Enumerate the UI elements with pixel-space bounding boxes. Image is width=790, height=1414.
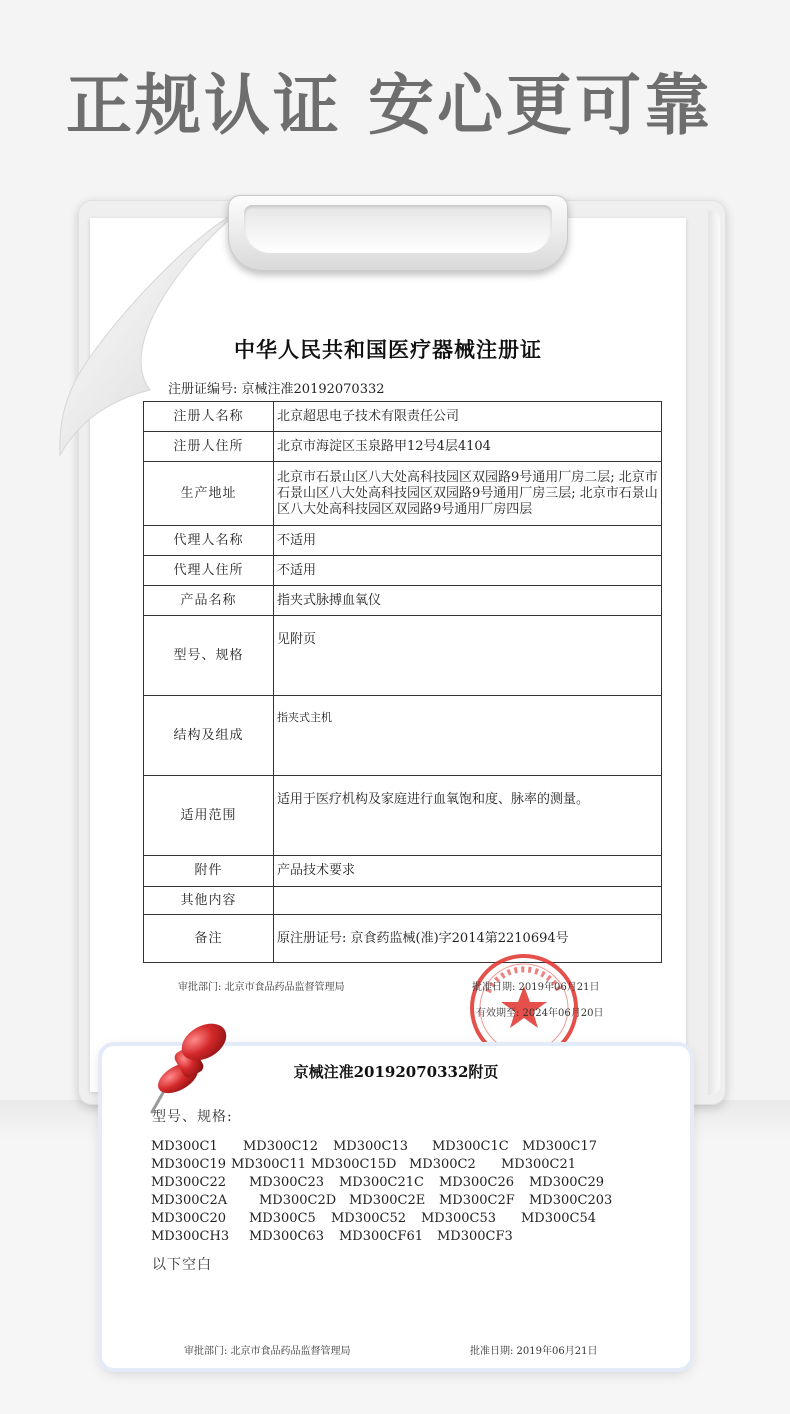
model-item: MD300C2E [349, 1193, 426, 1208]
registration-value: 京械注准20192070332 [241, 382, 385, 397]
model-item: MD300C19 [151, 1157, 227, 1172]
row-label: 其他内容 [144, 887, 274, 915]
model-item: MD300C15D [311, 1157, 397, 1172]
row-label: 注册人住所 [144, 432, 274, 462]
model-item: MD300C1 [151, 1139, 218, 1154]
model-item: MD300C13 [333, 1139, 409, 1154]
model-item: MD300C53 [421, 1211, 497, 1226]
model-row [151, 1174, 612, 1192]
pushpin-icon [138, 1020, 234, 1120]
row-value: 北京超思电子技术有限责任公司 [274, 402, 662, 432]
model-item: MD300C11 [231, 1157, 307, 1172]
row-label: 适用范围 [144, 776, 274, 856]
certificate-title: 中华人民共和国医疗器械注册证 [234, 338, 542, 362]
table-row [144, 887, 662, 915]
model-item: MD300C21 [501, 1157, 577, 1172]
table-row [144, 402, 662, 432]
row-value: 北京市海淀区玉泉路甲12号4层4104 [274, 432, 662, 462]
model-item: MD300C20 [151, 1211, 227, 1226]
row-label: 备注 [144, 915, 274, 963]
model-row [151, 1138, 612, 1156]
registration-label: 注册证编号: [168, 382, 238, 397]
model-row [151, 1228, 612, 1246]
annex-title: 京械注准20192070332附页 [293, 1063, 499, 1081]
model-item: MD300C203 [529, 1193, 613, 1208]
model-item: MD300C22 [151, 1175, 227, 1190]
table-row [144, 616, 662, 696]
row-value: 不适用 [274, 526, 662, 556]
model-item: MD300C12 [243, 1139, 319, 1154]
model-item: MD300CH3 [151, 1229, 230, 1244]
model-item: MD300C54 [521, 1211, 597, 1226]
model-list [151, 1138, 612, 1246]
table-row [144, 556, 662, 586]
blank-below-note: 以下空白 [152, 1257, 212, 1273]
model-item: MD300C52 [331, 1211, 407, 1226]
row-value: 见附页 [274, 616, 662, 696]
model-item: MD300C29 [529, 1175, 605, 1190]
row-label: 附件 [144, 856, 274, 887]
model-item: MD300C21C [339, 1175, 424, 1190]
annex-approval-date: 批准日期: 2019年06月21日 [470, 1346, 598, 1357]
model-item: MD300C2A [151, 1193, 228, 1208]
row-label: 结构及组成 [144, 696, 274, 776]
row-value: 适用于医疗机构及家庭进行血氧饱和度、脉率的测量。 [274, 776, 662, 856]
approval-date: 批准日期: 2019年06月21日 [472, 982, 600, 993]
row-value [274, 887, 662, 915]
row-value: 原注册证号: 京食药监械(准)字2014第2210694号 [274, 915, 662, 963]
model-item: MD300C2F [439, 1193, 515, 1208]
row-value: 北京市石景山区八大处高科技园区双园路9号通用厂房二层; 北京市石景山区八大处高科技园区双园路9号通用厂房三层; 北京市石景山区八大处高科技园区双园路9号通用厂房四层 [274, 462, 662, 526]
table-row [144, 586, 662, 616]
clip-inner [244, 205, 552, 253]
row-value: 指夹式脉搏血氧仪 [274, 586, 662, 616]
model-item: MD300C17 [522, 1139, 598, 1154]
row-value: 指夹式主机 [274, 696, 662, 776]
model-item: MD300C63 [249, 1229, 325, 1244]
model-item: MD300C1C [432, 1139, 509, 1154]
model-row [151, 1156, 612, 1174]
row-value: 产品技术要求 [274, 856, 662, 887]
row-value: 不适用 [274, 556, 662, 586]
certificate-table [143, 401, 662, 963]
table-row [144, 915, 662, 963]
page-headline: 正规认证 安心更可靠 [66, 67, 713, 144]
model-item: MD300C2D [259, 1193, 337, 1208]
model-item: MD300C23 [249, 1175, 325, 1190]
table-row [144, 432, 662, 462]
row-label: 注册人名称 [144, 402, 274, 432]
annex-approval-department: 审批部门: 北京市食品药品监督管理局 [184, 1346, 351, 1357]
model-item: MD300C2 [409, 1157, 476, 1172]
row-label: 代理人住所 [144, 556, 274, 586]
row-label: 代理人名称 [144, 526, 274, 556]
table-row [144, 696, 662, 776]
model-row [151, 1192, 612, 1210]
row-label: 产品名称 [144, 586, 274, 616]
clipboard-edge [708, 210, 720, 1095]
models-label: 型号、规格: [152, 1109, 233, 1125]
model-item: MD300C26 [439, 1175, 515, 1190]
row-label: 型号、规格 [144, 616, 274, 696]
table-row [144, 856, 662, 887]
model-item: MD300CF61 [339, 1229, 424, 1244]
clipboard-clip-icon [228, 195, 568, 271]
model-item: MD300C5 [249, 1211, 316, 1226]
valid-until: 有效期至: 2024年06月20日 [476, 1008, 604, 1019]
registration-number [168, 378, 385, 397]
model-row [151, 1210, 612, 1228]
table-row [144, 462, 662, 526]
approval-department: 审批部门: 北京市食品药品监督管理局 [178, 982, 345, 993]
table-row [144, 776, 662, 856]
row-label: 生产地址 [144, 462, 274, 526]
model-item: MD300CF3 [437, 1229, 513, 1244]
table-row [144, 526, 662, 556]
